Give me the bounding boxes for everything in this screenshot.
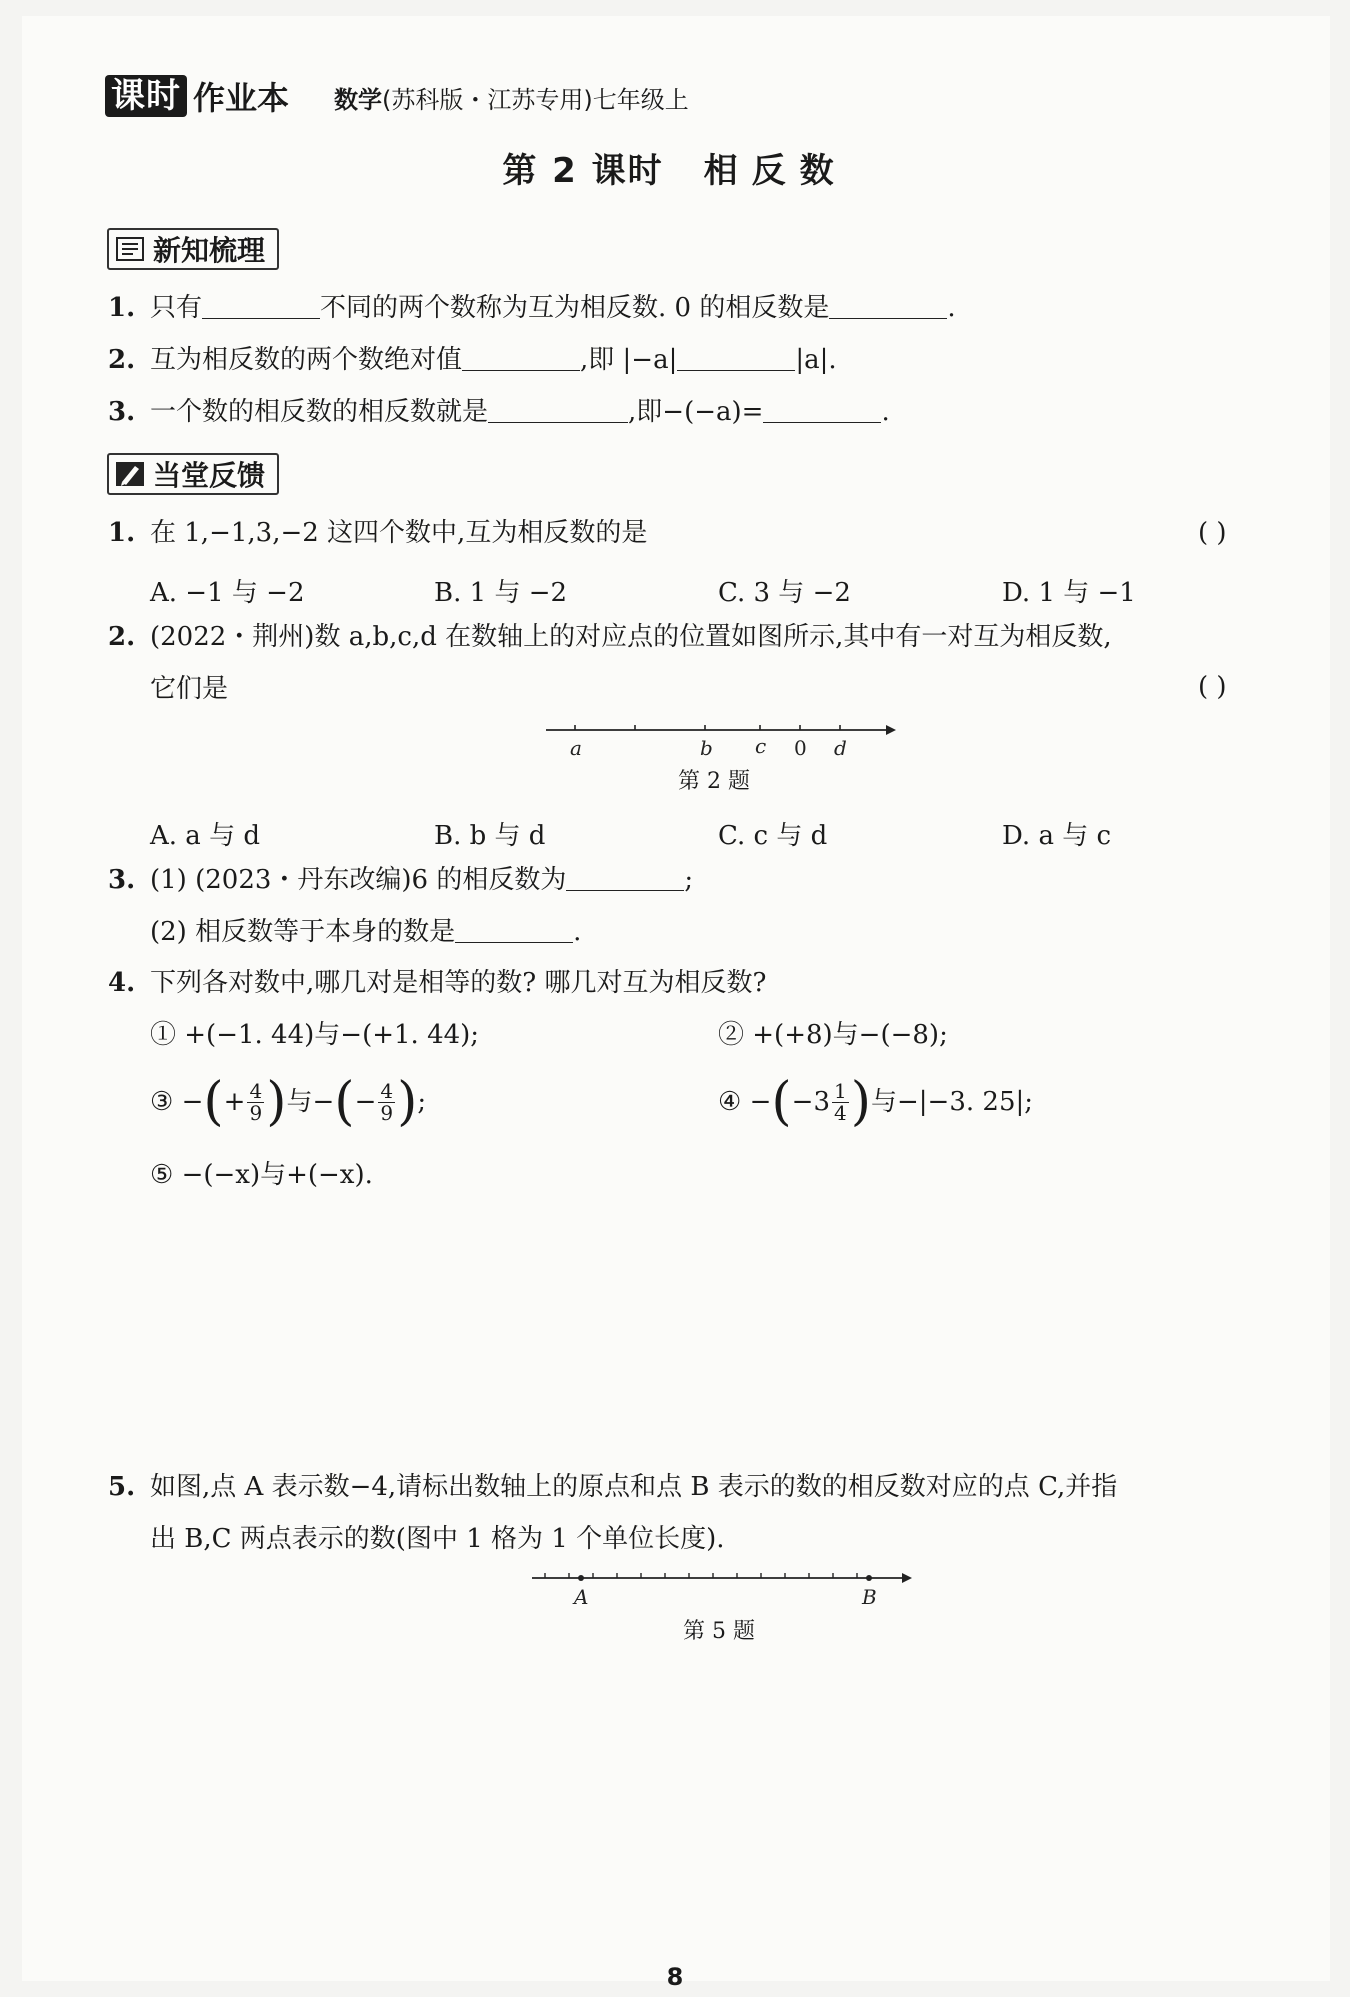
q4-item-2: ② +(+8)与−(−8); [718,1020,948,1050]
answer-blank[interactable] [763,400,881,423]
logo-mark: 课时 [105,75,187,117]
answer-blank[interactable] [462,348,580,371]
book-logo [105,74,289,118]
answer-blank[interactable] [677,348,795,371]
section-title: 当堂反馈 [153,459,266,492]
lesson-title [0,143,1350,192]
q4-item-5: ⑤ −(−x)与+(−x). [150,1160,373,1190]
section-classroom-feedback [107,453,279,495]
axis-arrow [902,1573,912,1583]
point-b [866,1575,872,1581]
option-c[interactable]: C. c 与 d [718,821,828,851]
fraction: $\frac{4}{9}$ [249,1078,263,1125]
q4-item-4: ④ − ( −3 $\frac{1}{4}$ ) 与−|−3. 25|; [718,1072,1034,1132]
answer-blank[interactable] [829,296,947,319]
book-icon [115,235,145,263]
option-d[interactable]: D. a 与 c [1002,821,1112,851]
edition: (苏科版・江苏专用)七年级上 [382,86,689,114]
feedback-q3: 3. (1) (2023・丹东改编)6 的相反数为 ; [108,865,694,895]
q4-item-1: ① +(−1. 44)与−(+1. 44); [150,1020,480,1050]
knowledge-q2: 2. 互为相反数的两个数绝对值 ,即 |−a| |a|. [108,345,837,375]
page-number: 8 [666,1963,684,1991]
answer-blank[interactable] [202,296,320,319]
answer-paren[interactable]: ( ) [1198,518,1227,548]
label-b: B [862,1585,877,1609]
feedback-q2-line2: 它们是 [150,674,229,704]
label-a: A [574,1585,589,1609]
q4-item-3: ③ − ( + $\frac{4}{9}$ ) 与− ( − $\frac{4}{9}$ ) ; [150,1072,427,1132]
lesson-topic: 相反数 [703,151,848,191]
lesson-number: 第 2 课时 [502,151,664,191]
answer-paren[interactable]: ( ) [1198,672,1227,702]
section-title: 新知梳理 [153,234,266,267]
knowledge-q3: 3. 一个数的相反数的相反数就是 ,即−(−a)= . [108,397,890,427]
axis-arrow [886,725,896,735]
subject: 数学 [334,86,382,114]
fraction: $\frac{1}{4}$ [833,1078,847,1125]
point-a [578,1575,584,1581]
label-a: a [570,736,582,760]
feedback-q5-line2: 出 B,C 两点表示的数(图中 1 格为 1 个单位长度). [150,1524,725,1554]
feedback-q2: 2. (2022・荆州)数 a,b,c,d 在数轴上的对应点的位置如图所示,其中有一对互为相反数, [108,622,1112,652]
number-line-q5 [526,1568,916,1612]
section-new-knowledge [107,228,279,270]
knowledge-q1: 1. 只有 不同的两个数称为互为相反数. 0 的相反数是 . [108,293,956,323]
feedback-q1: 1. 在 1,−1,3,−2 这四个数中,互为相反数的是 [108,518,648,548]
label-c: c [755,734,767,758]
book-subtitle [334,80,689,115]
label-b: b [700,736,713,760]
option-b[interactable]: B. b 与 d [434,821,546,851]
pencil-icon [115,460,145,488]
label-d: d [834,736,847,760]
feedback-q4: 4. 下列各对数中,哪几对是相等的数? 哪几对互为相反数? [108,968,767,998]
feedback-q5: 5. 如图,点 A 表示数−4,请标出数轴上的原点和点 B 表示的数的相反数对应的点 C,并指 [108,1472,1118,1502]
option-a[interactable]: A. a 与 d [150,821,260,851]
figure-caption-q2: 第 2 题 [678,769,750,794]
figure-caption-q5: 第 5 题 [683,1619,755,1644]
number-line-q2 [540,715,900,765]
answer-blank[interactable] [488,400,628,423]
logo-text: 作业本 [193,79,290,117]
fraction: $\frac{4}{9}$ [380,1078,394,1125]
answer-blank[interactable] [566,868,684,891]
option-c[interactable]: C. 3 与 −2 [718,578,851,608]
label-zero: 0 [794,736,807,760]
option-a[interactable]: A. −1 与 −2 [150,578,305,608]
feedback-q3-part2: (2) 相反数等于本身的数是 . [150,917,582,947]
option-b[interactable]: B. 1 与 −2 [434,578,568,608]
option-d[interactable]: D. 1 与 −1 [1002,578,1136,608]
answer-blank[interactable] [455,920,573,943]
